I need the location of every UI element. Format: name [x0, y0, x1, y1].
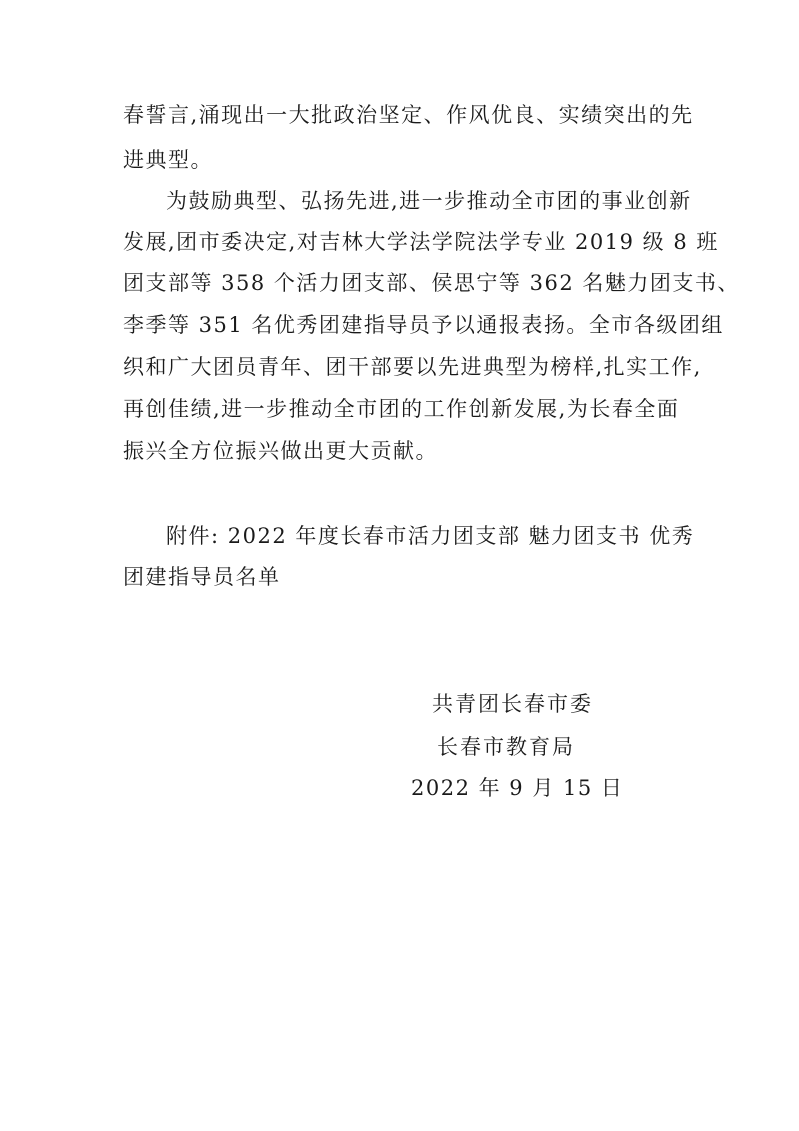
text-line: 春誓言,涌现出一大批政治坚定、作风优良、实绩突出的先	[123, 103, 694, 127]
text-line: 织和广大团员青年、团干部要以先进典型为榜样,扎实工作,	[123, 355, 702, 379]
text-line: 团支部等 358 个活力团支部、侯思宁等 362 名魅力团支书、	[123, 271, 740, 295]
text-line: 振兴全方位振兴做出更大贡献。	[123, 439, 438, 463]
text-line: 发展,团市委决定,对吉林大学法学院法学专业 2019 级 8 班	[123, 230, 719, 254]
text-line: 为鼓励典型、弘扬先进,进一步推动全市团的事业创新	[166, 189, 692, 213]
issuer-org-1: 共青团长春市委	[432, 692, 593, 716]
text-line: 进典型。	[123, 148, 213, 172]
attachment-line: 附件: 2022 年度长春市活力团支部 魅力团支书 优秀	[166, 524, 695, 548]
issue-date: 2022 年 9 月 15 日	[411, 776, 624, 800]
attachment-line: 团建指导员名单	[123, 565, 281, 589]
issuer-org-2: 长春市教育局	[437, 735, 575, 759]
text-line: 再创佳绩,进一步推动全市团的工作创新发展,为长春全面	[123, 397, 680, 421]
text-line: 李季等 351 名优秀团建指导员予以通报表扬。全市各级团组	[123, 313, 724, 337]
